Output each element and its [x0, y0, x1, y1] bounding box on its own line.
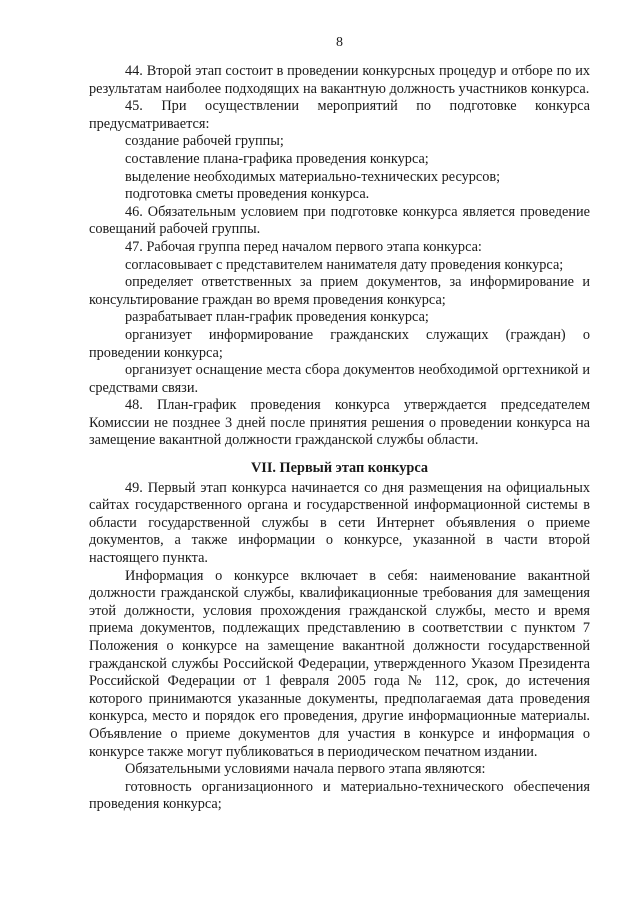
list-item: подготовка сметы проведения конкурса. — [125, 186, 370, 203]
paragraph: согласовывает с представителем нанимателя дату проведения конкурса; — [125, 256, 564, 273]
paragraph: организует информирование гражданских служащих (граждан) о проведении конкурса; — [89, 326, 590, 361]
list-item: выделение необходимых материально-технических ресурсов; — [125, 168, 501, 185]
list-item: создание рабочей группы; — [125, 133, 284, 150]
paragraph: Обязательными условиями начала первого этапа являются: — [125, 761, 486, 778]
section-heading: VII. Первый этап конкурса — [250, 460, 429, 477]
paragraph: определяет ответственных за прием документов, за информирование и консультирование граждан во время проведения конкурса; — [89, 274, 590, 308]
paragraph: 48. План-график проведения конкурса утверждается председателем Комиссии не позднее 3 дней после принятия решения о проведении конкурса на замещение вакантной должности гражданской службы области. — [89, 397, 590, 449]
paragraph: 46. Обязательным условием при подготовке конкурса является проведение совещаний рабочей группы. — [89, 203, 590, 238]
page-number: 8 — [336, 35, 343, 50]
paragraph: 47. Рабочая группа перед началом первого этапа конкурса: — [125, 238, 482, 255]
paragraph: Информация о конкурсе включает в себя: наименование вакантной должности гражданской службы, квалификационные требования для замещения этой должности, условия прохождения гражданской службы, место и время приема документов, подлежащих представлению в соответствии с пунктом 7 Положения о конкурсе на замещение вакантной должности государственной гражданской службы Российской Федерации, утвержденного Указом Президента Российской Федерации от 1 февраля 2005 года № 112, срок, до истечения которого принимаются указанные документы, предполагаемая дата проведения конкурса, место и порядок его проведения, другие информационные материалы. Объявление о приеме документов для участия в конкурсе и информация о конкурсе также могут публиковаться в периодическом печатном издании. — [89, 567, 590, 760]
paragraph: организует оснащение места сбора документов необходимой оргтехникой и средствами связи. — [89, 362, 590, 396]
paragraph: 45. При осуществлении мероприятий по подготовке конкурса предусматривается: — [89, 98, 590, 132]
paragraph: разрабатывает план-график проведения конкурса; — [125, 309, 429, 326]
document-body — [89, 63, 590, 814]
paragraph: готовность организационного и материально-технического обеспечения проведения конкурса; — [89, 778, 590, 813]
list-item: составление плана-графика проведения конкурса; — [125, 150, 429, 167]
paragraph: 44. Второй этап состоит в проведении конкурсных процедур и отборе по их результатам наиболее подходящих на вакантную должность участников конкурса. — [89, 63, 590, 97]
paragraph: 49. Первый этап конкурса начинается со дня размещения на официальных сайтах государственного органа и государственной информационной системы в области государственной службы в сети Интернет объявления о приеме документов, а также информации о конкурсе, указанной в части второй настоящего пункта. — [89, 479, 590, 567]
